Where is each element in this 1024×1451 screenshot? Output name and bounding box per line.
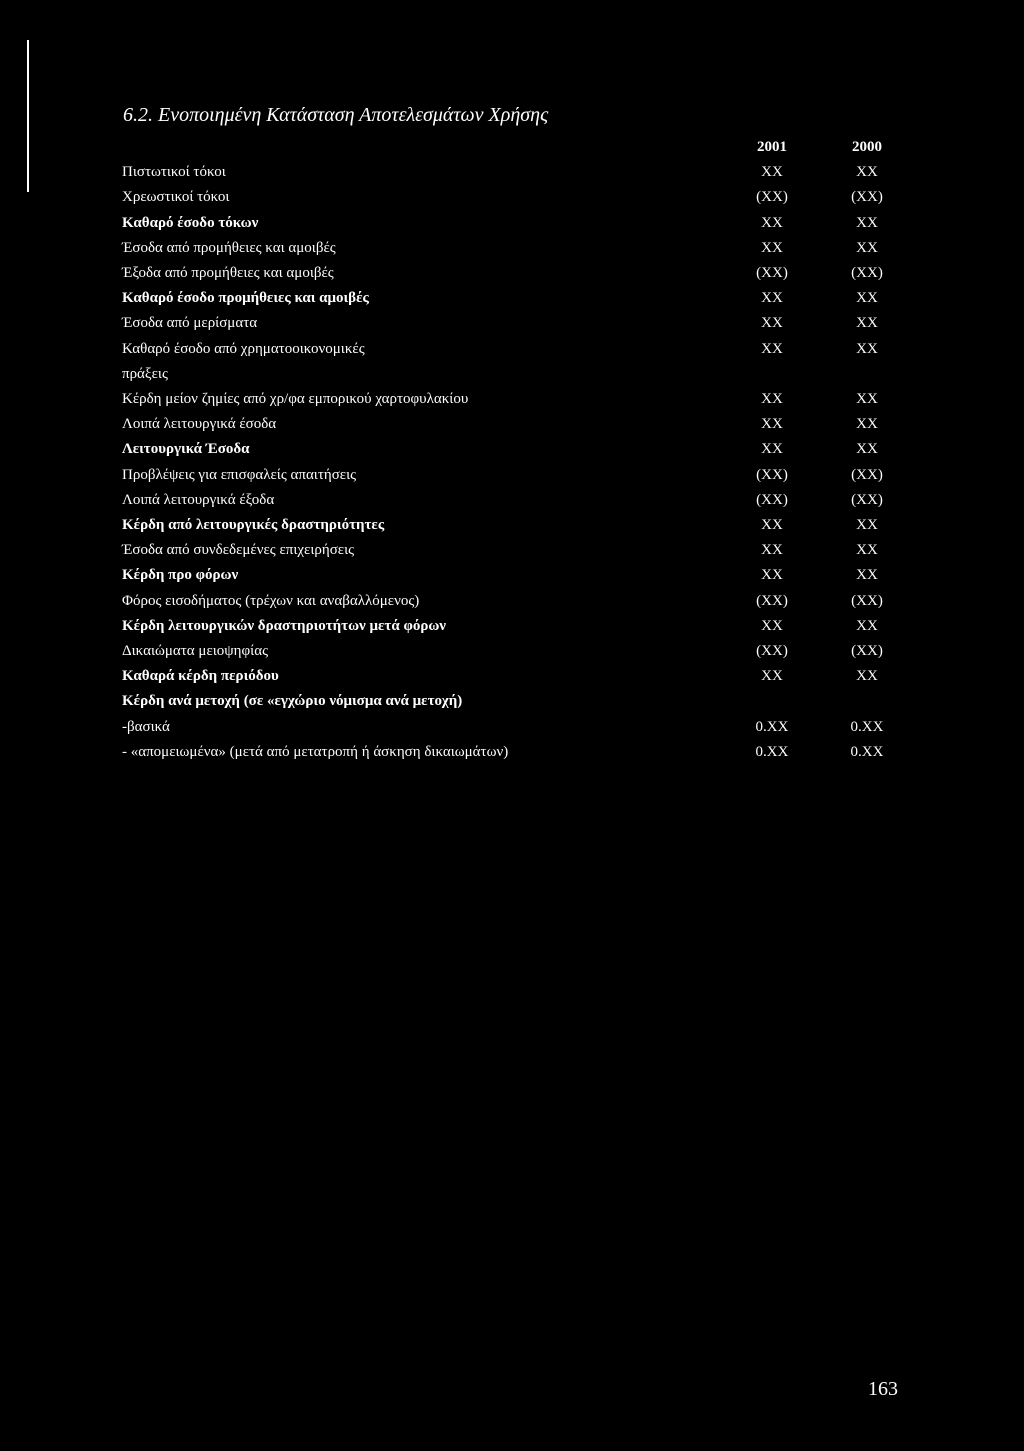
row-label: Καθαρό έσοδο τόκων [122, 214, 259, 231]
value-2001: XX [761, 239, 783, 256]
label-header [122, 135, 722, 160]
value-2000: (XX) [851, 265, 883, 282]
value-2000: XX [856, 517, 878, 534]
value-2000: XX [856, 315, 878, 332]
table-row [122, 362, 912, 387]
value-2001: XX [761, 668, 783, 685]
value-2000: (XX) [851, 643, 883, 660]
row-label: Έσοδα από μερίσματα [122, 315, 258, 332]
value-2000: 0.XX [850, 743, 884, 760]
value-2000: XX [856, 214, 878, 231]
value-2001: (XX) [756, 592, 788, 609]
value-2001 [722, 362, 822, 387]
value-2000 [822, 689, 912, 714]
row-label: Χρεωστικοί τόκοι [122, 189, 230, 206]
value-2001: XX [761, 290, 783, 307]
row-label: Καθαρά κέρδη περιόδου [122, 668, 279, 685]
value-2001: XX [761, 542, 783, 559]
table-body [122, 160, 912, 765]
row-label: Κέρδη ανά μετοχή (σε «εγχώριο νόμισμα ανά μετοχή) [122, 693, 463, 710]
value-2000 [822, 362, 912, 387]
row-label: Έσοδα από προμήθειες και αμοιβές [122, 239, 336, 256]
row-label: Λοιπά λειτουργικά έσοδα [122, 416, 277, 433]
value-2001: (XX) [756, 265, 788, 282]
section-title: 6.2. Ενοποιημένη Κατάσταση Αποτελεσμάτων Χρήσης [123, 104, 549, 126]
row-label: -βασικά [122, 718, 170, 735]
row-label: Προβλέψεις για επισφαλείς απαιτήσεις [122, 466, 357, 483]
value-2001 [722, 689, 822, 714]
table-row [122, 337, 912, 362]
table-row [122, 589, 912, 614]
value-2001: XX [761, 340, 783, 357]
row-label: πράξεις [122, 365, 168, 382]
value-2001: XX [761, 617, 783, 634]
table-row [122, 538, 912, 563]
row-label: Καθαρό έσοδο προμήθειες και αμοιβές [122, 290, 369, 307]
table-row [122, 261, 912, 286]
table-row [122, 211, 912, 236]
value-2000: (XX) [851, 466, 883, 483]
table-row [122, 387, 912, 412]
value-2001: XX [761, 567, 783, 584]
margin-line [27, 40, 29, 192]
value-2000: XX [856, 542, 878, 559]
table-row [122, 311, 912, 336]
value-2000: XX [856, 391, 878, 408]
table-row [122, 463, 912, 488]
value-2000: XX [856, 567, 878, 584]
table-row [122, 412, 912, 437]
value-2000: (XX) [851, 491, 883, 508]
table-row [122, 563, 912, 588]
row-label: Λειτουργικά Έσοδα [122, 441, 250, 458]
page-number: 163 [868, 1378, 898, 1400]
row-label: Πιστωτικοί τόκοι [122, 164, 226, 181]
row-label: Κέρδη από λειτουργικές δραστηριότητες [122, 517, 385, 534]
value-2001: XX [761, 391, 783, 408]
table-header-row [122, 135, 912, 160]
row-label: Λοιπά λειτουργικά έξοδα [122, 491, 275, 508]
table-row [122, 715, 912, 740]
row-label: Καθαρό έσοδο από χρηματοοικονομικές [122, 340, 365, 357]
table-row [122, 689, 912, 714]
row-label: Δικαιώματα μειοψηφίας [122, 643, 269, 660]
table-row [122, 513, 912, 538]
value-2000: (XX) [851, 189, 883, 206]
table-row [122, 740, 912, 765]
year-header-2000: 2000 [852, 139, 882, 155]
table-row [122, 639, 912, 664]
income-statement-table [122, 135, 912, 765]
row-label: Έσοδα από συνδεδεμένες επιχειρήσεις [122, 542, 355, 559]
table-row [122, 437, 912, 462]
value-2000: XX [856, 617, 878, 634]
value-2001: 0.XX [755, 718, 789, 735]
value-2001: (XX) [756, 491, 788, 508]
value-2001: (XX) [756, 189, 788, 206]
row-label: - «απομειωμένα» (μετά από μετατροπή ή άσκηση δικαιωμάτων) [122, 743, 509, 760]
row-label: Έξοδα από προμήθειες και αμοιβές [122, 265, 334, 282]
table-row [122, 614, 912, 639]
value-2001: XX [761, 214, 783, 231]
table-row [122, 488, 912, 513]
row-label: Κέρδη λειτουργικών δραστηριοτήτων μετά φόρων [122, 617, 447, 634]
row-label: Κέρδη προ φόρων [122, 567, 239, 584]
value-2000: (XX) [851, 592, 883, 609]
table-row [122, 185, 912, 210]
value-2001: XX [761, 517, 783, 534]
row-label: Φόρος εισοδήματος (τρέχων και αναβαλλόμενος) [122, 592, 420, 609]
table-row [122, 286, 912, 311]
value-2001: 0.XX [755, 743, 789, 760]
value-2001: (XX) [756, 643, 788, 660]
value-2001: XX [761, 416, 783, 433]
table-row [122, 236, 912, 261]
value-2000: XX [856, 668, 878, 685]
value-2000: XX [856, 290, 878, 307]
value-2000: XX [856, 164, 878, 181]
value-2000: XX [856, 239, 878, 256]
value-2001: XX [761, 315, 783, 332]
value-2000: XX [856, 340, 878, 357]
value-2001: XX [761, 441, 783, 458]
table-row [122, 664, 912, 689]
table-row [122, 160, 912, 185]
value-2000: XX [856, 441, 878, 458]
value-2000: XX [856, 416, 878, 433]
value-2001: (XX) [756, 466, 788, 483]
year-header-2001: 2001 [757, 139, 787, 155]
value-2001: XX [761, 164, 783, 181]
row-label: Κέρδη μείον ζημίες από χρ/φα εμπορικού χαρτοφυλακίου [122, 391, 469, 408]
value-2000: 0.XX [850, 718, 884, 735]
